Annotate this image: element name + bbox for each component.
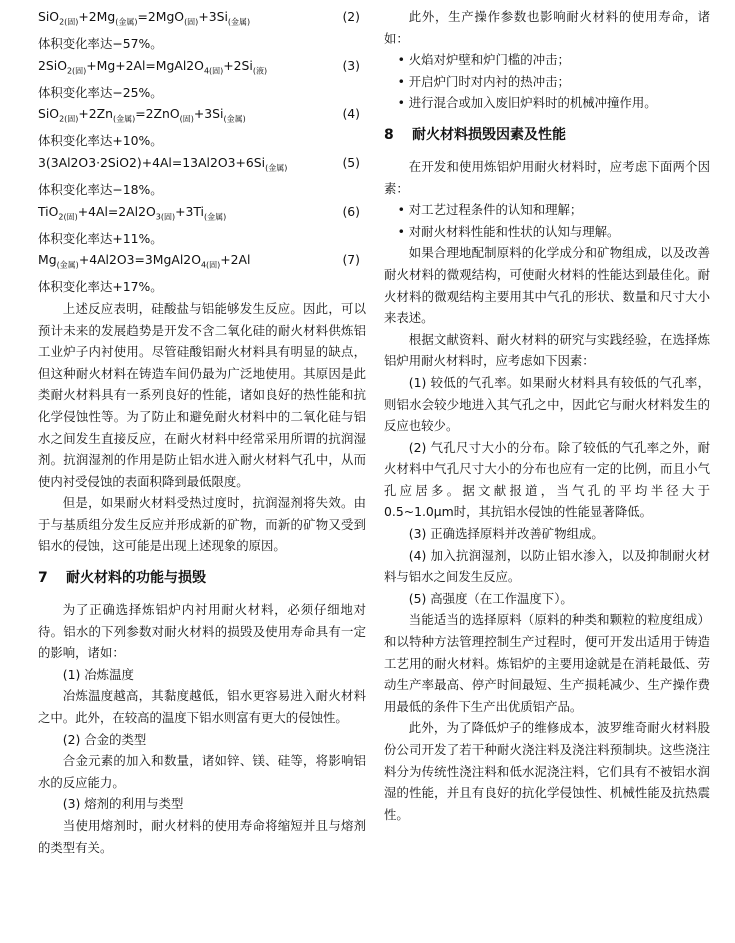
- chemical-equation: [38, 201, 366, 228]
- paragraph: (2) 气孔尺寸大小的分布。除了较低的气孔率之外，耐火材料中气孔尺寸大小的分布也应有一定的比例，而且小气孔应居多。据文献报道，当气孔的平均半径大于0.5~1.0μm时，其抗铝水侵蚀的性能显著降低。: [384, 439, 710, 520]
- paragraph: 在开发和使用炼铝炉用耐火材料时，应考虑下面两个因素：: [384, 158, 710, 196]
- equation-formula: $3(3Al2O3\cdot 2SiO2)+4Al=13Al2O3+6Si_{(金属)}$: [38, 154, 288, 173]
- equation-number: (2): [342, 9, 360, 24]
- paragraph: 根据文献资料、耐火材料的研究与实践经验，在选择炼铝炉用耐火材料时，应考虑如下因素：: [384, 331, 710, 369]
- right-column: [384, 6, 710, 825]
- bullet-list: [384, 199, 710, 242]
- left-column: [38, 6, 366, 858]
- volume-change-note: 体积变化率达−57%。: [38, 36, 163, 52]
- paragraph: 如果合理地配制原料的化学成分和矿物组成，以及改善耐火材料的微观结构，可使耐火材料的性能达到最佳化。耐火材料的微观结构主要用其中气孔的形状、数量和尺寸大小来表述。: [384, 245, 710, 326]
- paragraph: 合金元素的加入和数量，诸如锌、镁、硅等，将影响铝水的反应能力。: [38, 753, 366, 790]
- paragraph: 当能适当的选择原料（原料的种类和颗粒的粒度组成）和以特种方法管理控制生产过程时，便可开发出适用于铸造工艺用的耐火材料。炼铝炉的主要用途就是在消耗最低、劳动生产率最高、停产时间最短、生产损耗减少、生产操作费用最低的条件下生产出优质铝产品。: [384, 612, 710, 714]
- paragraph: 为了正确选择炼铝炉内衬用耐火材料，必须仔细地对待。铝水的下列参数对耐火材料的损毁及使用寿命具有一定的影响，诸如：: [38, 602, 366, 661]
- paragraph: 当使用熔剂时，耐火材料的使用寿命将缩短并且与熔剂的类型有关。: [38, 818, 366, 855]
- section-heading-8: [384, 124, 710, 146]
- list-item-heading: (1) 冶炼温度: [62, 666, 134, 682]
- section-number: 7: [38, 570, 48, 587]
- volume-change-note: 体积变化率达+10%。: [38, 133, 163, 149]
- chemical-equation: [38, 103, 366, 130]
- chemical-equation: [38, 6, 366, 33]
- equation-formula: $SiO_{2(固)}+2Zn_{(金属)}=2ZnO_{(固)}+3Si_{(金属)}$: [38, 106, 246, 124]
- bullet-item: • 进行混合或加入废旧炉料时的机械冲撞作用。: [384, 92, 710, 114]
- chemical-equation: [38, 55, 366, 82]
- volume-change-note: 体积变化率达−25%。: [38, 84, 163, 100]
- paragraph: (4) 加入抗润湿剂，以防止铝水渗入，以及抑制耐火材料与铝水之间发生反应。: [384, 547, 710, 585]
- paragraph: (1) 较低的气孔率。如果耐火材料具有较低的气孔率，则铝水会较少地进入其气孔之中，因此它与耐火材料发生的反应也较少。: [384, 374, 710, 434]
- equation-formula: $TiO_{2(固)}+4Al=2Al2O_{3(固)}+3Ti_{(金属)}$: [38, 203, 227, 222]
- equation-number: (3): [342, 57, 360, 73]
- volume-change-note: 体积变化率达+17%。: [38, 279, 163, 295]
- bullet-item: • 火焰对炉壁和炉门槛的冲击；: [384, 49, 710, 71]
- equation-number: (7): [342, 252, 360, 268]
- equation-formula: $SiO_{2(固)}+2Mg_{(金属)}=2MgO_{(固)}+3Si_{(金属)}$: [38, 9, 251, 27]
- paragraph: 但是，如果耐火材料受热过度时，抗润湿剂将失效。由于与基质组分发生反应并形成新的矿物，而新的矿物又受到铝水的侵蚀，这可能是出现上述现象的原因。: [38, 495, 366, 554]
- list-item-heading: (2) 合金的类型: [62, 731, 147, 747]
- bullet-item: • 对耐火材料性能和性状的认知与理解。: [384, 221, 710, 243]
- paragraph: 上述反应表明，硅酸盐与铝能够发生反应。因此，可以预计未来的发展趋势是开发不含二氧化硅的耐火材料供炼铝工业炉子内衬使用。尽管硅酸铝耐火材料具有明显的缺点，但这种耐火材料在铸造车间仍最为广泛地使用。其原因是此类耐火材料具有一系列良好的性能，诸如良好的热性能和抗化学侵蚀性等。为了防止和避免耐火材料中的二氧化硅与铝水之间发生直接反应，在耐火材料中经常采用所谓的抗润湿剂。抗润湿剂的作用是防止铝水进入耐火材料气孔中，从而使内衬受侵蚀的表面积降到最低限度。: [38, 300, 366, 489]
- section-heading-7: [38, 567, 366, 589]
- paragraph: (5) 高强度（在工作温度下）。: [408, 590, 573, 606]
- paragraph: (3) 正确选择原料并改善矿物组成。: [408, 526, 604, 542]
- section-title: 耐火材料的功能与损毁: [66, 570, 206, 587]
- section-number: 8: [384, 126, 394, 143]
- paragraph: 此外，生产操作参数也影响耐火材料的使用寿命，诸如：: [384, 9, 710, 46]
- equation-number: (6): [342, 203, 360, 219]
- equation-number: (4): [342, 106, 360, 122]
- section-title: 耐火材料损毁因素及性能: [412, 126, 566, 143]
- paragraph: 此外，为了降低炉子的维修成本，波罗维奇耐火材料股份公司开发了若干种耐火浇注料及浇注料预制块。这些浇注料分为传统性浇注料和低水泥浇注料，它们具有不被铝水润湿的性能，并且有良好的抗化学侵蚀性、机械性能及抗热震性。: [384, 720, 710, 822]
- equation-list: [38, 6, 366, 298]
- equation-formula: $Mg_{(金属)}+4Al2O3=3MgAl2O_{4(固)}+2Al$: [38, 252, 251, 270]
- bullet-item: • 对工艺过程条件的认知和理解；: [384, 199, 710, 221]
- volume-change-note: 体积变化率达−18%。: [38, 182, 163, 198]
- equation-formula: $2SiO_{2(固)}+Mg+2Al=MgAl2O_{4(固)}+2Si_{(液)}$: [38, 57, 268, 76]
- bullet-item: • 开启炉门时对内衬的热冲击；: [384, 71, 710, 93]
- volume-change-note: 体积变化率达+11%。: [38, 230, 163, 246]
- chemical-equation: [38, 152, 366, 179]
- equation-number: (5): [342, 154, 360, 170]
- bullet-list: [384, 49, 710, 114]
- chemical-equation: [38, 249, 366, 276]
- paragraph: 冶炼温度越高，其黏度越低，铝水更容易进入耐火材料之中。此外，在较高的温度下铝水则富有更大的侵蚀性。: [38, 688, 366, 726]
- list-item-heading: (3) 熔剂的利用与类型: [62, 796, 184, 812]
